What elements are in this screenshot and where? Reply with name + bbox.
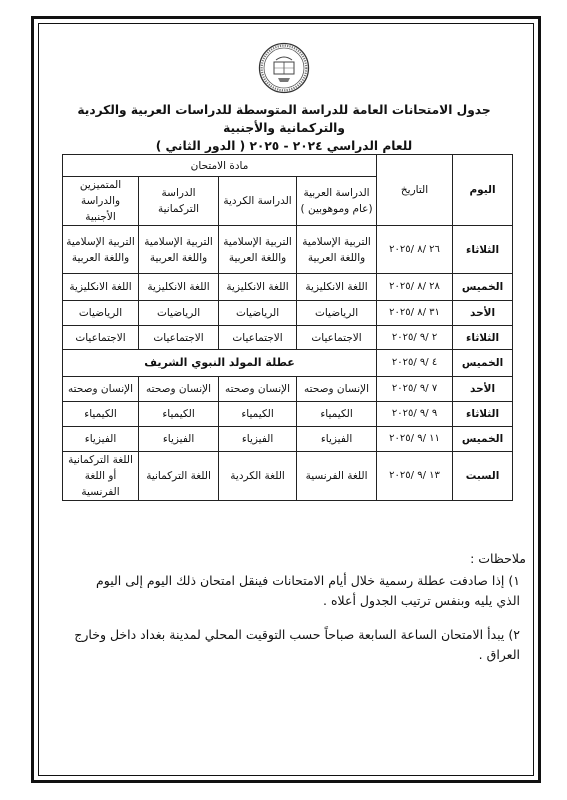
subject-cell: الاجتماعيات — [297, 326, 377, 350]
subject-cell: الكيمياء — [219, 402, 297, 427]
ministry-seal-icon — [258, 42, 310, 94]
notes-section — [72, 549, 526, 679]
subject-cell: الكيمياء — [297, 402, 377, 427]
note-text: يبدأ الامتحان الساعة السابعة صباحاً حسب التوقيت المحلي لمدينة بغداد داخل وخارج العراق . — [74, 627, 520, 662]
day-cell: الثلاثاء — [453, 402, 513, 427]
note-item — [72, 625, 526, 665]
subject-cell: اللغة الانكليزية — [139, 274, 219, 301]
subject-cell: الفيزياء — [297, 427, 377, 452]
date-cell: ٩ /٩ /٢٠٢٥ — [377, 402, 453, 427]
subject-cell: الإنسان وصحته — [139, 377, 219, 402]
subject-cell: اللغة الانكليزية — [63, 274, 139, 301]
subject-cell: الكيمياء — [139, 402, 219, 427]
exam-schedule-table — [62, 154, 513, 501]
header-kurdish-study: الدراسة الكردية — [219, 177, 297, 226]
day-cell: الأحد — [453, 377, 513, 402]
subject-cell: الرياضيات — [219, 301, 297, 326]
date-cell: ٣١ /٨ /٢٠٢٥ — [377, 301, 453, 326]
table-row — [63, 274, 513, 301]
date-cell: ٤ /٩ /٢٠٢٥ — [377, 350, 453, 377]
table-row — [63, 326, 513, 350]
subject-cell: الإنسان وصحته — [297, 377, 377, 402]
subject-cell: الاجتماعيات — [139, 326, 219, 350]
table-row — [63, 377, 513, 402]
day-cell: الخميس — [453, 427, 513, 452]
note-item — [72, 571, 526, 611]
header-arabic-study: الدراسة العربية (عام وموهوبين ) — [297, 177, 377, 226]
table-row — [63, 402, 513, 427]
day-cell: الخميس — [453, 350, 513, 377]
header-turkmen-study: الدراسة التركمانية — [139, 177, 219, 226]
subject-cell: الإنسان وصحته — [219, 377, 297, 402]
day-cell: الثلاثاء — [453, 326, 513, 350]
subject-cell: التربية الإسلامية واللغة العربية — [297, 226, 377, 274]
table-row — [63, 301, 513, 326]
page-title — [52, 101, 516, 155]
subject-cell: التربية الإسلامية واللغة العربية — [139, 226, 219, 274]
subject-cell: اللغة الفرنسية — [297, 452, 377, 501]
day-cell: الثلاثاء — [453, 226, 513, 274]
table-row — [63, 452, 513, 501]
subject-cell: الرياضيات — [63, 301, 139, 326]
notes-heading: ملاحظات : — [470, 551, 526, 566]
holiday-cell: عطلة المولد النبوي الشريف — [63, 350, 377, 377]
date-cell: ١٣ /٩ /٢٠٢٥ — [377, 452, 453, 501]
date-cell: ٢٦ /٨ /٢٠٢٥ — [377, 226, 453, 274]
table-row-holiday — [63, 350, 513, 377]
header-subject: مادة الامتحان — [63, 155, 377, 177]
title-line-2: للعام الدراسي ٢٠٢٤ - ٢٠٢٥ ( الدور الثاني ) — [155, 139, 413, 153]
subject-cell: التربية الإسلامية واللغة العربية — [63, 226, 139, 274]
date-cell: ٢ /٩ /٢٠٢٥ — [377, 326, 453, 350]
date-cell: ١١ /٩ /٢٠٢٥ — [377, 427, 453, 452]
subject-cell: الرياضيات — [297, 301, 377, 326]
day-cell: السبت — [453, 452, 513, 501]
subject-cell: اللغة التركمانية — [139, 452, 219, 501]
note-text: إذا صادفت عطلة رسمية خلال أيام الامتحانات فينقل امتحان ذلك اليوم إلى اليوم الذي يليه وبنفس ترتيب الجدول أعلاه . — [96, 573, 520, 608]
note-number: ١) — [508, 573, 520, 588]
header-distinguished-study: المتميزين والدراسة الأجنبية — [63, 177, 139, 226]
subject-cell: الاجتماعيات — [219, 326, 297, 350]
table-row — [63, 226, 513, 274]
subject-cell: الاجتماعيات — [63, 326, 139, 350]
subject-cell: اللغة الانكليزية — [297, 274, 377, 301]
subject-cell: الإنسان وصحته — [63, 377, 139, 402]
header-day: اليوم — [453, 155, 513, 226]
subject-cell: الرياضيات — [139, 301, 219, 326]
day-cell: الخميس — [453, 274, 513, 301]
subject-cell: اللغة الكردية — [219, 452, 297, 501]
table-row — [63, 427, 513, 452]
title-line-1: جدول الامتحانات العامة للدراسة المتوسطة للدراسات العربية والكردية والتركمانية والأجنبية — [77, 103, 491, 135]
note-number: ٢) — [508, 627, 520, 642]
date-cell: ٢٨ /٨ /٢٠٢٥ — [377, 274, 453, 301]
subject-cell: اللغة التركمانية أو اللغة الفرنسية — [63, 452, 139, 501]
day-cell: الأحد — [453, 301, 513, 326]
subject-cell: اللغة الانكليزية — [219, 274, 297, 301]
subject-cell: التربية الإسلامية واللغة العربية — [219, 226, 297, 274]
subject-cell: الكيمياء — [63, 402, 139, 427]
date-cell: ٧ /٩ /٢٠٢٥ — [377, 377, 453, 402]
subject-cell: الفيزياء — [139, 427, 219, 452]
header-date: التاريخ — [377, 155, 453, 226]
subject-cell: الفيزياء — [63, 427, 139, 452]
subject-cell: الفيزياء — [219, 427, 297, 452]
